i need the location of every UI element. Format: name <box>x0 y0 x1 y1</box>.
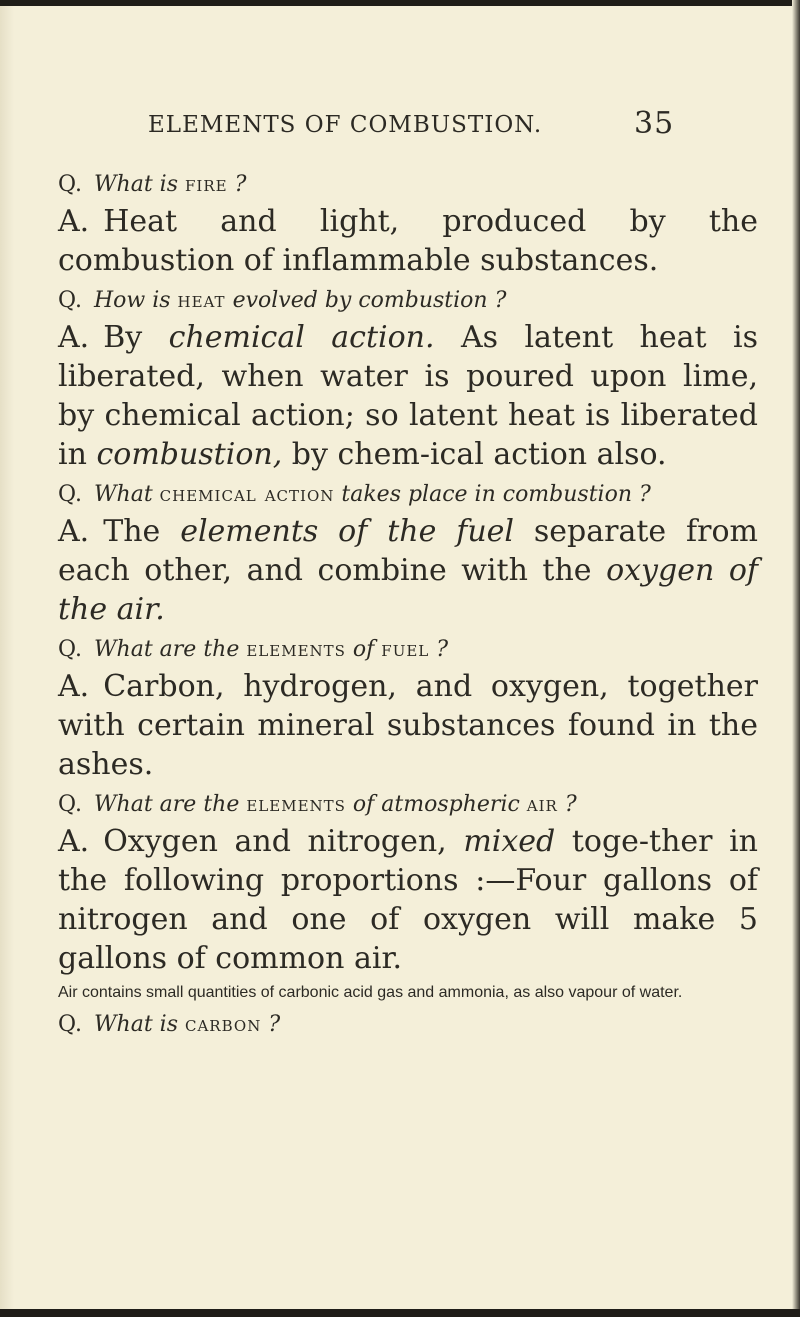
qa.4.a_text-run: toge-ther in the following proportions :—Four gallons of nitrogen and one of oxygen will make 5 gallons of common air. <box>58 824 759 976</box>
question-label: Q. <box>58 1012 82 1037</box>
answer-label: A. <box>58 320 90 355</box>
question <box>58 170 758 200</box>
page-number: 35 <box>634 106 675 141</box>
question-label: Q. <box>58 637 82 662</box>
scan-border-bottom <box>0 1309 800 1317</box>
qa.1.q_text-run: heat <box>177 288 226 313</box>
question-carbon <box>58 1010 758 1040</box>
question <box>58 480 758 510</box>
footnote: Air contains small quantities of carbonic acid gas and ammonia, as also vapour of water. <box>58 984 683 1001</box>
running-title: ELEMENTS OF COMBUSTION. <box>148 112 543 138</box>
qa.1.a_text-run: chemical action. <box>168 320 435 355</box>
qa.2.q_text-run: What <box>93 482 160 507</box>
qa.1.a_text-run: combustion, <box>96 437 283 472</box>
answer-label: A. <box>58 824 90 859</box>
qa.4.q_text-run: of atmospheric <box>345 792 527 817</box>
answer <box>58 202 758 280</box>
qa.3.a_text-run: Carbon, hydrogen, and oxygen, together with certain mineral substances found in the ashes. <box>58 669 758 782</box>
scan-border-right <box>792 0 800 1317</box>
question <box>58 635 758 665</box>
qa.2.a_text-run: The <box>103 514 181 549</box>
scan-border-top <box>0 0 800 6</box>
qa.1.q_text-run: How is <box>93 288 178 313</box>
qa.1.a_text-run: by chem-ical action also. <box>282 437 667 472</box>
catechism-body <box>58 170 758 1040</box>
answer <box>58 318 758 474</box>
question <box>58 286 758 316</box>
question-label: Q. <box>58 792 82 817</box>
qa.3.q_text-run: ? <box>429 637 449 662</box>
qa.4.a_text-run: mixed <box>463 824 556 859</box>
qa.3.q_text-run: of <box>345 637 382 662</box>
page-edge <box>0 0 14 1317</box>
answer <box>58 512 758 629</box>
last_q.q_text-run: What is <box>93 1012 185 1037</box>
qa.4.q_text-run: elements <box>246 792 346 817</box>
qa.4.q_text-run: air <box>526 792 558 817</box>
answer-label: A. <box>58 204 90 239</box>
last_q.q_text-run: carbon <box>185 1012 262 1037</box>
question-label: Q. <box>58 288 82 313</box>
question <box>58 790 758 820</box>
question-label: Q. <box>58 482 82 507</box>
answer-label: A. <box>58 514 90 549</box>
qa.3.q_text-run: elements <box>246 637 346 662</box>
qa.3.q_text-run: What are the <box>93 637 247 662</box>
qa.0.q_text-run: What is <box>93 172 185 197</box>
answer <box>58 822 758 978</box>
answer <box>58 667 758 784</box>
qa.4.q_text-run: What are the <box>93 792 247 817</box>
qa.1.a_text-run: By <box>103 320 169 355</box>
answer-label: A. <box>58 669 90 704</box>
qa.0.a_text-run: Heat and light, produced by the combustion of inflammable substances. <box>58 204 758 278</box>
qa.1.q_text-run: evolved by combustion ? <box>225 288 507 313</box>
qa.0.q_text-run: ? <box>227 172 247 197</box>
running-header <box>148 106 675 141</box>
qa.4.q_text-run: ? <box>557 792 577 817</box>
qa-list <box>58 170 758 978</box>
qa.2.q_text-run: chemical action <box>159 482 335 507</box>
qa.2.a_text-run: separate from each other, and combine with the <box>58 514 758 588</box>
qa.2.a_text-run: oxygen of the air. <box>58 553 758 627</box>
qa.3.q_text-run: fuel <box>381 637 430 662</box>
qa.2.a_text-run: elements of the fuel <box>180 514 514 549</box>
qa.4.a_text-run: Oxygen and nitrogen, <box>103 824 464 859</box>
qa.1.a_text-run: As latent heat is liberated, when water is poured upon lime, by chemical action; so latent heat is liberated in <box>58 320 758 472</box>
last_q.q_text-run: ? <box>261 1012 281 1037</box>
qa.2.q_text-run: takes place in combustion ? <box>334 482 651 507</box>
question-label: Q. <box>58 172 82 197</box>
qa.0.q_text-run: fire <box>185 172 228 197</box>
